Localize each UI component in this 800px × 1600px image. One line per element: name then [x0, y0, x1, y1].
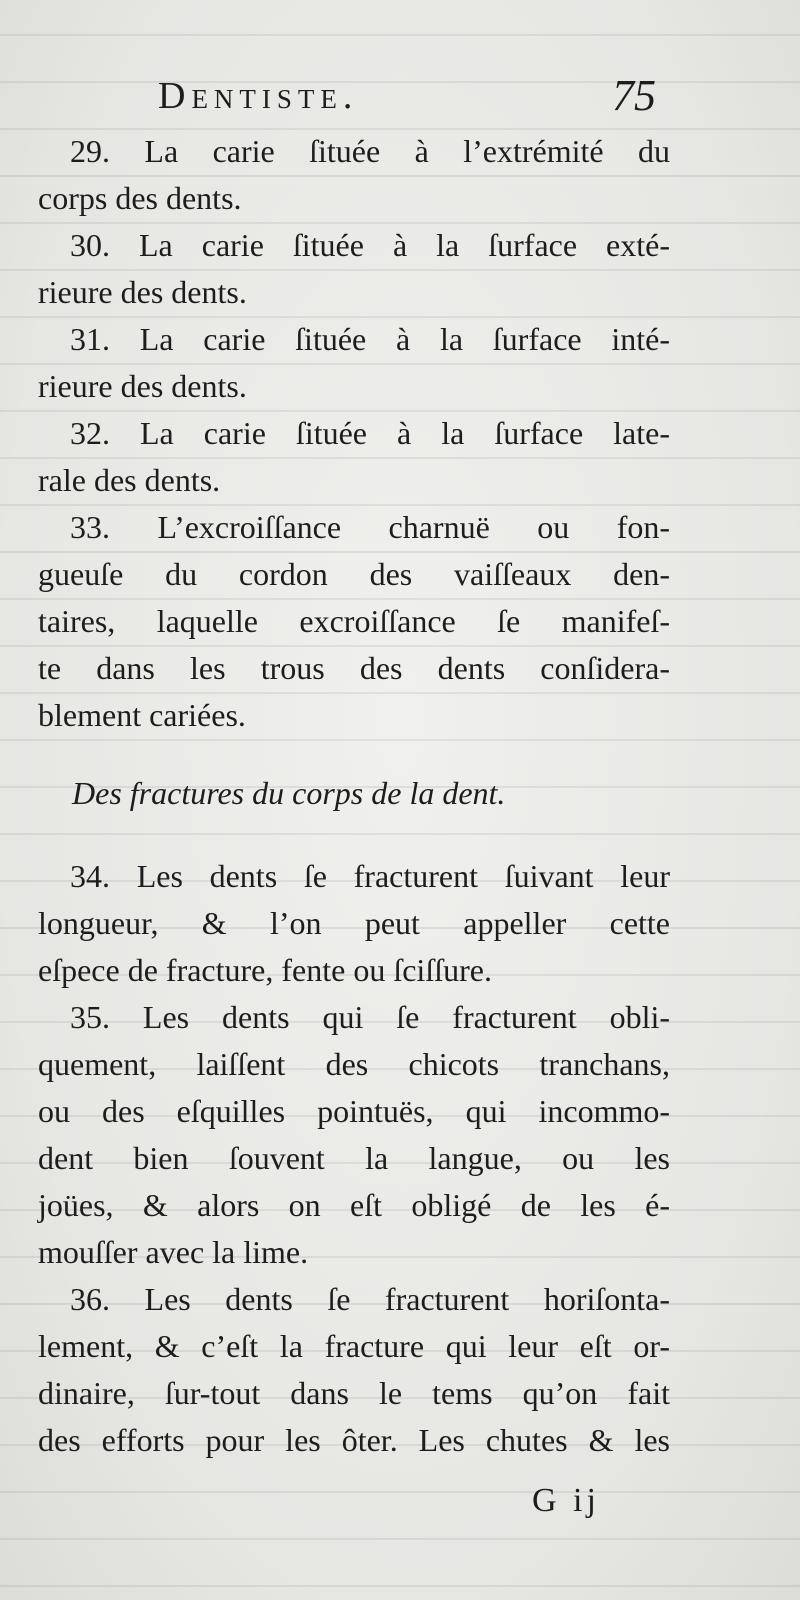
text-line: te dans les trous des dents conſidera-: [38, 650, 670, 686]
text-line: blement cariées.: [38, 697, 246, 733]
text-line: taires, laquelle excroiſſance ſe manifeſ-: [38, 603, 670, 639]
text-line: dinaire, ſur-tout dans le tems qu’on fait: [38, 1375, 670, 1411]
paragraph-block-caries: [38, 128, 670, 739]
text-line: 31. La carie ſituée à la ſurface inté-: [70, 321, 670, 357]
text-line: 32. La carie ſituée à la ſurface late-: [70, 415, 670, 451]
page-number: 75: [612, 71, 656, 120]
text-line: 30. La carie ſituée à la ſurface exté-: [70, 227, 670, 263]
text-line: lement, & c’eſt la fracture qui leur eſt or-: [38, 1328, 670, 1364]
text-line: rieure des dents.: [38, 368, 247, 404]
body-text: [38, 128, 670, 1464]
text-line: eſpece de fracture, fente ou ſciſſure.: [38, 952, 492, 988]
text-line: dent bien ſouvent la langue, ou les: [38, 1140, 670, 1176]
text-line: longueur, & l’on peut appeller cette: [38, 905, 670, 941]
text-line: 29. La carie ſituée à l’extrémité du: [70, 133, 670, 169]
text-line: mouſſer avec la lime.: [38, 1234, 309, 1270]
text-line: 35. Les dents qui ſe fracturent obli-: [70, 999, 670, 1035]
text-line: rieure des dents.: [38, 274, 247, 310]
text-line: ou des eſquilles pointuës, qui incommo-: [38, 1093, 670, 1129]
text-line: 36. Les dents ſe fracturent horiſonta-: [70, 1281, 670, 1317]
text-line: 34. Les dents ſe fracturent ſuivant leur: [70, 858, 670, 894]
section-heading: Des fractures du corps de la dent.: [72, 775, 506, 811]
running-head: Dentiste.: [158, 75, 359, 117]
page-header: [0, 71, 800, 124]
text-line: rale des dents.: [38, 462, 221, 498]
text-line: corps des dents.: [38, 180, 242, 216]
text-line: quement, laiſſent des chicots tranchans,: [38, 1046, 670, 1082]
spacer: [38, 821, 670, 853]
text-line: 33. L’excroiſſance charnuë ou fon-: [70, 509, 670, 545]
paragraph-block-fractures: [38, 853, 670, 1464]
text-line: joües, & alors on eſt obligé de les é-: [38, 1187, 670, 1223]
text-line: gueuſe du cordon des vaiſſeaux den-: [38, 556, 670, 592]
spacer: [38, 739, 670, 765]
signature-mark: G ij: [532, 1482, 600, 1519]
text-line: des efforts pour les ôter. Les chutes & les: [38, 1422, 670, 1458]
